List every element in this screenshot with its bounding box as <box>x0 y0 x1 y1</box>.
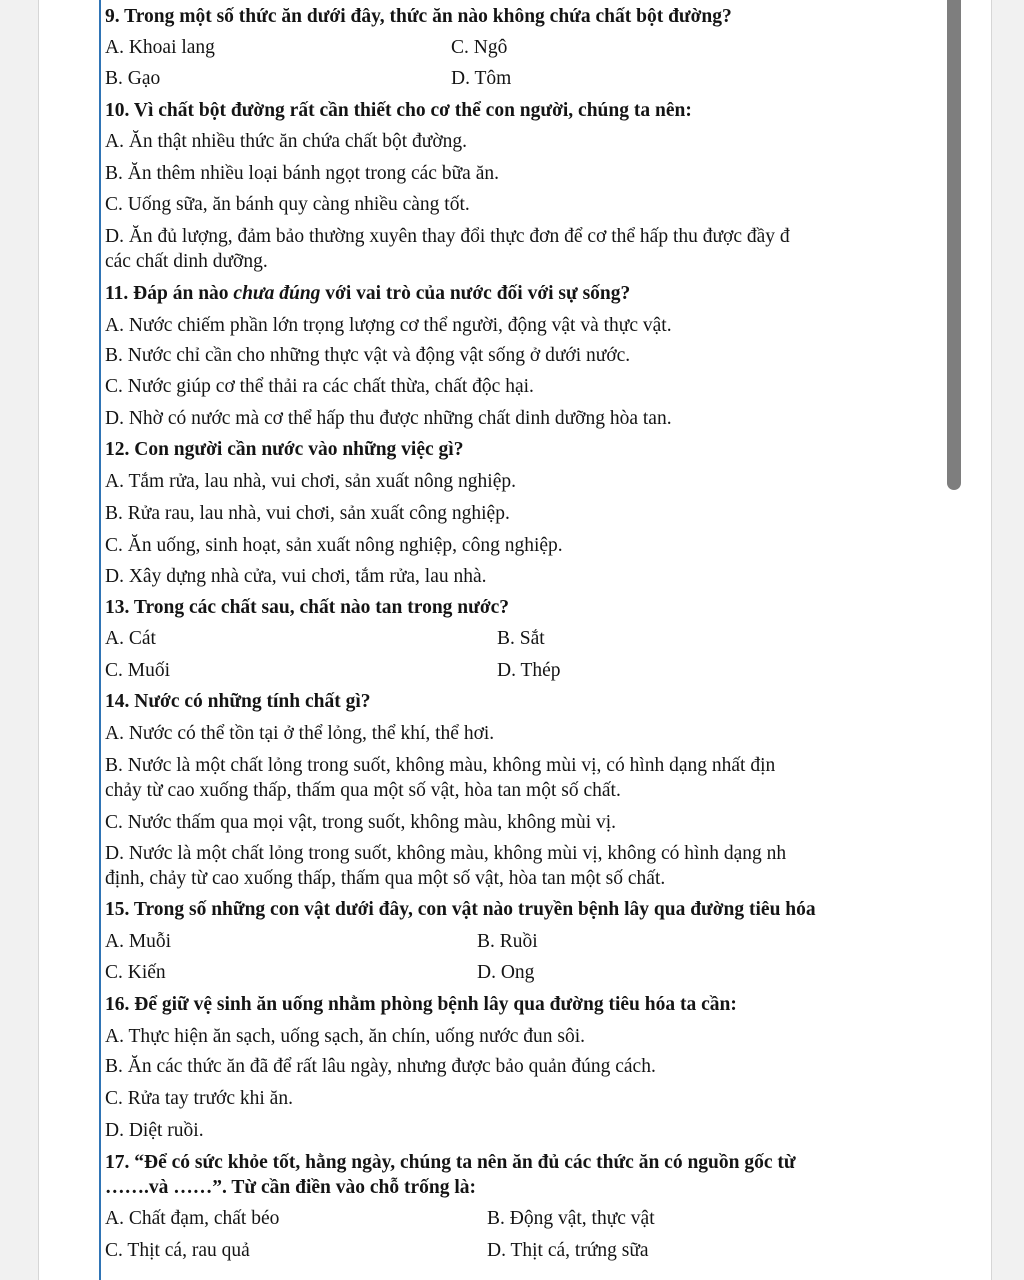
option-row <box>105 962 535 984</box>
option-9a: A. Khoai lang <box>105 37 215 58</box>
option-row <box>105 1208 655 1230</box>
option-17a: A. Chất đạm, chất béo <box>105 1208 280 1229</box>
option-11b: B. Nước chỉ cần cho những thực vật và động vật sống ở dưới nước. <box>105 345 631 366</box>
option-12d: D. Xây dựng nhà cửa, vui chơi, tắm rửa, lau nhà. <box>105 566 487 587</box>
option-14c: C. Nước thấm qua mọi vật, trong suốt, không màu, không mùi vị. <box>105 812 617 833</box>
question-11-emphasis: chưa đúng <box>233 283 321 304</box>
question-13: 13. Trong các chất sau, chất nào tan trong nước? <box>105 597 510 618</box>
option-13c: C. Muối <box>105 660 171 681</box>
option-10d: D. Ăn đủ lượng, đảm bảo thường xuyên thay đổi thực đơn để cơ thể hấp thu được đầy đ <box>105 226 790 247</box>
option-15d: D. Ong <box>477 962 535 983</box>
option-14a: A. Nước có thể tồn tại ở thể lỏng, thể khí, thể hơi. <box>105 723 495 744</box>
option-17d: D. Thịt cá, trứng sữa <box>487 1240 649 1261</box>
option-14d-continued: định, chảy từ cao xuống thấp, thấm qua một số vật, hòa tan một số chất. <box>105 868 666 889</box>
question-17: 17. “Để có sức khỏe tốt, hằng ngày, chúng ta nên ăn đủ các thức ăn có nguồn gốc từ <box>105 1152 796 1173</box>
margin-line <box>99 0 101 1280</box>
option-11d: D. Nhờ có nước mà cơ thể hấp thu được những chất dinh dưỡng hòa tan. <box>105 408 672 429</box>
question-10: 10. Vì chất bột đường rất cần thiết cho cơ thể con người, chúng ta nên: <box>105 100 692 121</box>
option-15b: B. Ruồi <box>477 931 538 952</box>
option-9c: C. Ngô <box>451 37 508 58</box>
option-row <box>105 68 512 90</box>
option-row <box>105 1240 649 1262</box>
page-content <box>105 0 941 1280</box>
option-16a: A. Thực hiện ăn sạch, uống sạch, ăn chín, uống nước đun sôi. <box>105 1026 586 1047</box>
option-12b: B. Rửa rau, lau nhà, vui chơi, sản xuất công nghiệp. <box>105 503 510 524</box>
question-9: 9. Trong một số thức ăn dưới đây, thức ăn nào không chứa chất bột đường? <box>105 6 732 27</box>
option-16b: B. Ăn các thức ăn đã để rất lâu ngày, nhưng được bảo quản đúng cách. <box>105 1056 656 1077</box>
question-15: 15. Trong số những con vật dưới đây, con vật nào truyền bệnh lây qua đường tiêu hóa <box>105 899 816 920</box>
question-12: 12. Con người cần nước vào những việc gì? <box>105 439 464 460</box>
option-10d-continued: các chất dinh dưỡng. <box>105 251 268 272</box>
option-13d: D. Thép <box>497 660 561 681</box>
option-17c: C. Thịt cá, rau quả <box>105 1240 250 1261</box>
question-16: 16. Để giữ vệ sinh ăn uống nhằm phòng bệnh lây qua đường tiêu hóa ta cần: <box>105 994 737 1015</box>
option-row <box>105 660 561 682</box>
question-17-continued: …….và ……”. Từ cần điền vào chỗ trống là: <box>105 1177 477 1198</box>
option-12c: C. Ăn uống, sinh hoạt, sản xuất nông nghiệp, công nghiệp. <box>105 535 563 556</box>
option-row <box>105 931 538 953</box>
option-15a: A. Muỗi <box>105 931 172 952</box>
option-10b: B. Ăn thêm nhiều loại bánh ngọt trong các bữa ăn. <box>105 163 499 184</box>
option-14b-continued: chảy từ cao xuống thấp, thấm qua một số vật, hòa tan một số chất. <box>105 780 621 801</box>
option-10c: C. Uống sữa, ăn bánh quy càng nhiều càng tốt. <box>105 194 470 215</box>
option-14b: B. Nước là một chất lỏng trong suốt, không màu, không mùi vị, có hình dạng nhất địn <box>105 755 776 776</box>
option-16c: C. Rửa tay trước khi ăn. <box>105 1088 293 1109</box>
option-14d: D. Nước là một chất lỏng trong suốt, không màu, không mùi vị, không có hình dạng nh <box>105 843 787 864</box>
question-11-part: với vai trò của nước đối với sự sống? <box>320 283 631 304</box>
option-16d: D. Diệt ruồi. <box>105 1120 204 1141</box>
document-page <box>38 0 992 1280</box>
scrollbar-thumb[interactable] <box>947 0 961 490</box>
option-11a: A. Nước chiếm phần lớn trọng lượng cơ thể người, động vật và thực vật. <box>105 315 672 336</box>
question-14: 14. Nước có những tính chất gì? <box>105 691 371 712</box>
option-13b: B. Sắt <box>497 628 545 649</box>
option-13a: A. Cát <box>105 628 156 649</box>
option-12a: A. Tắm rửa, lau nhà, vui chơi, sản xuất nông nghiệp. <box>105 471 516 492</box>
option-row <box>105 628 545 650</box>
question-11-part: 11. Đáp án nào <box>105 283 234 304</box>
option-9d: D. Tôm <box>451 68 512 89</box>
option-9b: B. Gạo <box>105 68 161 89</box>
option-10a: A. Ăn thật nhiều thức ăn chứa chất bột đường. <box>105 131 468 152</box>
option-11c: C. Nước giúp cơ thể thải ra các chất thừa, chất độc hại. <box>105 376 534 397</box>
option-15c: C. Kiến <box>105 962 166 983</box>
option-17b: B. Động vật, thực vật <box>487 1208 655 1229</box>
question-11 <box>105 283 630 305</box>
option-row <box>105 37 508 59</box>
